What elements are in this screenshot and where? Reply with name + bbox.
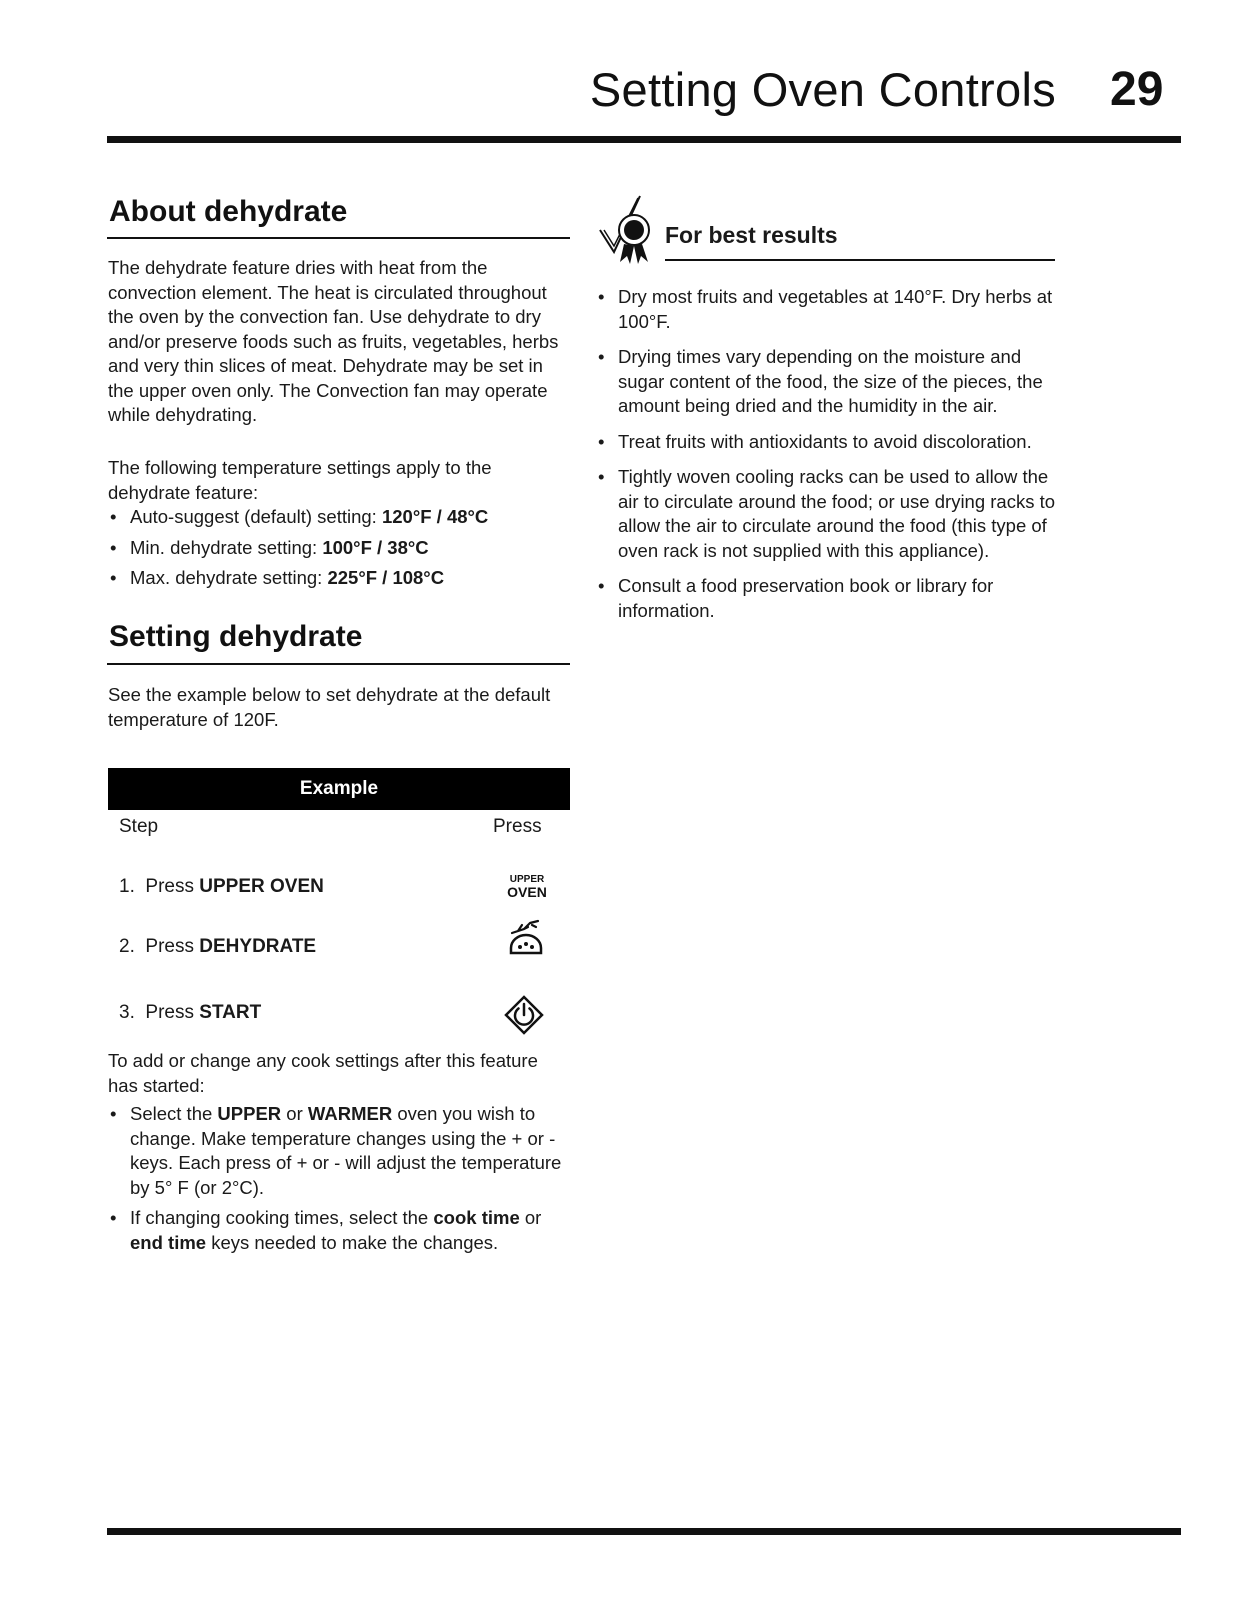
list-item: • Drying times vary depending on the moisture and sugar content of the food, the size of the pieces, the amount being dried and the humidity in the air. [598,346,1043,416]
list-item: • Min. dehydrate setting: 100°F / 38°C [110,536,429,558]
page-title: Setting Oven Controls [589,63,1056,116]
about-dehydrate-heading: About dehydrate [109,195,348,228]
press-column-label: Press [493,816,542,837]
setting-dehydrate-heading: Setting dehydrate [109,620,363,653]
list-item: • Treat fruits with antioxidants to avoid discoloration. [598,430,1032,452]
best-results-rule [665,259,1055,261]
step-2: 2. Press DEHYDRATE [119,936,317,957]
footer-rule [107,1528,1181,1535]
best-results-heading: For best results [665,222,838,248]
dehydrate-key-icon [508,917,544,957]
award-ribbon-checkmark-icon [596,192,662,268]
setting-intro: See the example below to set dehydrate at the default temperature of 120F. [108,684,551,730]
about-paragraph-1: The dehydrate feature dries with heat from the convection element. The heat is circulated throughout the oven by the convection fan. Use dehydrate to dry and/or preserve foods such as fruits, vegetables, herbs and very thin slices of meat. Dehydrate may be set in the upper oven only. The Convection fan may operate while dehydrating. [108,257,559,425]
change-settings-intro: To add or change any cook settings after this feature has started: [108,1050,538,1096]
about-heading-rule [107,237,570,239]
best-results-list [596,285,1066,634]
step-1: 1. Press UPPER OVEN [119,876,324,897]
list-item: • Dry most fruits and vegetables at 140°F. Dry herbs at 100°F. [598,286,1053,332]
step-3: 3. Press START [119,1002,262,1023]
list-item: • If changing cooking times, select the cook time or end time keys needed to make the changes. [110,1207,542,1253]
list-item: • Consult a food preservation book or library for information. [598,575,994,621]
temperature-settings-list [108,505,578,591]
about-paragraph-2: The following temperature settings apply to the dehydrate feature: [108,457,492,503]
step-column-label: Step [119,816,159,837]
start-key-icon [504,995,544,1035]
example-header: Example [108,768,570,810]
setting-heading-rule [107,663,570,665]
page-number: 29 [1110,63,1164,116]
list-item: • Max. dehydrate setting: 225°F / 108°C [110,567,445,588]
upper-oven-key-icon: UPPER OVEN [507,874,547,900]
list-item: • Select the UPPER or WARMER oven you wish to change. Make temperature changes using the + or - keys. Each press of + or - will adjust the temperature by 5° F (or 2°C). [110,1103,562,1198]
change-settings-list [108,1102,578,1255]
list-item: • Auto-suggest (default) setting: 120°F / 48°C [110,506,489,527]
header-rule [107,136,1181,143]
list-item: • Tightly woven cooling racks can be used to allow the air to circulate around the food; or use drying racks to allow the air to circulate around the food (this type of oven rack is not supplied with this appliance). [598,466,1056,561]
